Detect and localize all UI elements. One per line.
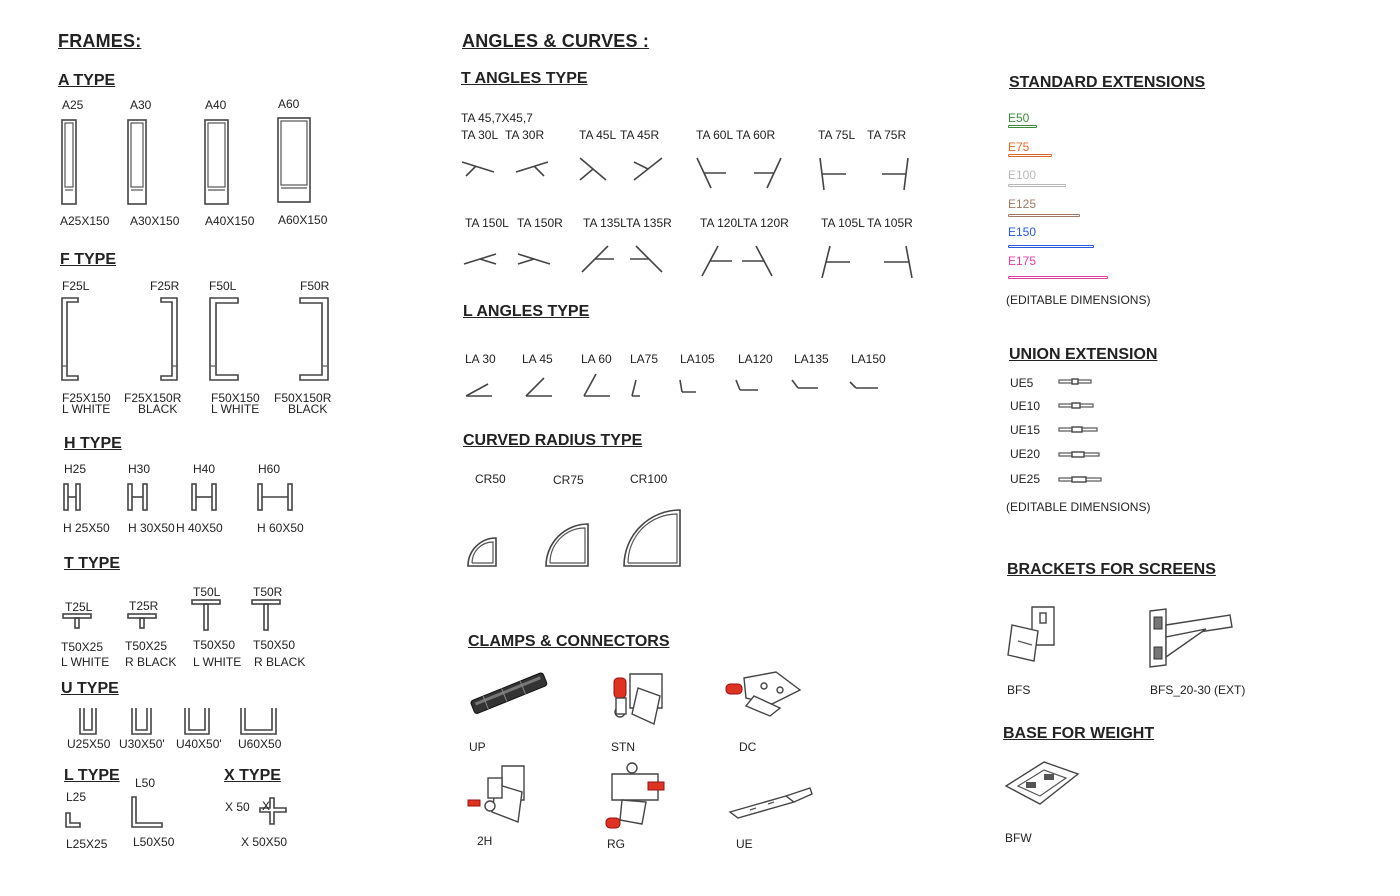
f50l-label: F50L [209,279,237,293]
ta105l-label: TA 105L [821,216,865,230]
a40x150-label: A40X150 [205,214,255,228]
l50x50-label: L50X50 [133,835,175,849]
f25x150-color: L WHITE [62,402,111,416]
union-note: (EDITABLE DIMENSIONS) [1006,500,1151,514]
f25x150r-label: F25X150R [124,391,182,405]
e150-bar [1008,245,1094,248]
e125-bar [1008,214,1080,217]
ta75l-label: TA 75L [818,128,856,142]
h60-label: H60 [258,462,281,476]
f50x150-color: L WHITE [211,402,260,416]
bfs-20-30-label: BFS_20-30 (EXT) [1150,683,1246,697]
bfs-label: BFS [1007,683,1031,697]
e75-bar [1008,154,1052,157]
a60-label: A60 [278,97,300,111]
ta45l-label: TA 45L [579,128,617,142]
dc-label: DC [739,740,757,754]
stn-clamp-image [604,668,674,730]
a-type-title: A TYPE [58,72,116,89]
ta75r-label: TA 75R [867,128,907,142]
e100-label: E100 [1008,168,1037,182]
l50-label: L50 [135,776,156,790]
l25x25-label: L25X25 [66,837,108,851]
f25r-label: F25R [150,279,180,293]
2h-label: 2H [477,834,493,848]
ta60l-label: TA 60L [696,128,734,142]
f-type-frames-drawing [60,296,340,386]
la105-label: LA105 [680,352,715,366]
la45-label: LA 45 [522,352,553,366]
l-type-title: L TYPE [64,767,120,784]
t50x50-r-label: T50X50 [253,638,296,652]
l25-label: L25 [66,790,87,804]
up-label: UP [469,740,486,754]
clamps-title: CLAMPS & CONNECTORS [468,633,670,650]
bfs-bracket-image [1004,605,1064,665]
ta150l-label: TA 150L [465,216,509,230]
angles-title: ANGLES & CURVES : [462,31,650,51]
e50-label: E50 [1008,111,1030,125]
cr100-label: CR100 [630,472,668,486]
ta150r-label: TA 150R [517,216,563,230]
h30x50-label: H 30X50 [128,521,175,535]
e150-label: E150 [1008,225,1037,239]
bfw-base-image [1004,758,1080,808]
f50x150r-label: F50X150R [274,391,332,405]
a-type-frames-drawing [60,118,320,208]
base-title: BASE FOR WEIGHT [1003,725,1155,742]
t50r-label: T50R [253,585,283,599]
ue20-label: UE20 [1010,447,1041,461]
dc-connector-image [724,668,804,720]
t-angles-title: T ANGLES TYPE [461,70,588,87]
a25-label: A25 [62,98,84,112]
h30-label: H30 [128,462,151,476]
la75-label: LA75 [630,352,659,366]
ta30l-label: TA 30L [461,128,499,142]
f25l-label: F25L [62,279,90,293]
l-angles-title: L ANGLES TYPE [463,303,590,320]
t50x25-r-color: R BLACK [125,655,177,669]
t-type-frames-drawing [60,598,300,634]
h25x50-label: H 25X50 [63,521,110,535]
ta120r-label: TA 120R [743,216,789,230]
la135-label: LA135 [794,352,829,366]
la120-label: LA120 [738,352,773,366]
u-type-title: U TYPE [61,680,119,697]
h40-label: H40 [193,462,216,476]
x-type-title: X TYPE [224,767,281,784]
t50x50-l-label: T50X50 [193,638,236,652]
ta30r-label: TA 30R [505,128,545,142]
e75-label: E75 [1008,140,1030,154]
ta45r-label: TA 45R [620,128,660,142]
ta120l-label: TA 120L [700,216,744,230]
f50r-label: F50R [300,279,330,293]
ue5-label: UE5 [1010,376,1034,390]
ue15-label: UE15 [1010,423,1041,437]
t-angles-row2-drawing [456,240,926,284]
rg-label: RG [607,837,625,851]
e125-label: E125 [1008,197,1037,211]
stn-label: STN [611,740,635,754]
e50-bar [1008,125,1037,128]
a60x150-label: A60X150 [278,213,328,227]
curved-drawing [464,506,684,570]
t50x25-l-color: L WHITE [61,655,110,669]
x50x50-label: X 50X50 [241,835,288,849]
extensions-title: STANDARD EXTENSIONS [1009,74,1206,91]
h-type-frames-drawing [62,482,302,514]
ta-45-7-label: TA 45,7X45,7 [461,111,533,125]
a30x150-label: A30X150 [130,214,180,228]
ue10-label: UE10 [1010,399,1041,413]
u25x50-label: U25X50 [67,737,111,751]
curved-title: CURVED RADIUS TYPE [463,432,643,449]
h25-label: H25 [64,462,87,476]
la30-label: LA 30 [465,352,496,366]
e175-bar [1008,276,1108,279]
bfw-label: BFW [1005,831,1032,845]
t-type-title: T TYPE [64,555,121,572]
rg-clamp-image [602,760,672,832]
t50x25-l-label: T50X25 [61,640,104,654]
extensions-note: (EDITABLE DIMENSIONS) [1006,293,1151,307]
t50x25-r-label: T50X25 [125,639,168,653]
l-angles-drawing [462,372,882,402]
a30-label: A30 [130,98,152,112]
f-type-title: F TYPE [60,251,117,268]
ue-label: UE [736,837,753,851]
ta135r-label: TA 135R [626,216,672,230]
e175-label: E175 [1008,254,1037,268]
f25x150r-color: BLACK [138,402,178,416]
union-extensions-drawing [1056,376,1106,486]
h60x50-label: H 60X50 [257,521,304,535]
union-title: UNION EXTENSION [1009,346,1158,363]
t-angles-row1-drawing [456,152,926,192]
t50l-label: T50L [193,585,221,599]
l-type-frames-drawing [64,795,174,831]
ta105r-label: TA 105R [867,216,913,230]
t50x50-l-color: L WHITE [193,655,242,669]
t25r-label: T25R [129,599,159,613]
ta135l-label: TA 135L [583,216,627,230]
a25x150-label: A25X150 [60,214,110,228]
f50x150-label: F50X150 [211,391,260,405]
u40x50-label: U40X50' [176,737,222,751]
up-clamp-image [465,668,555,724]
ta60r-label: TA 60R [736,128,776,142]
u60x50-label: U60X50 [238,737,282,751]
bfs-20-30-bracket-image [1146,605,1236,669]
la150-label: LA150 [851,352,886,366]
frames-title: FRAMES: [58,31,142,51]
h-type-title: H TYPE [64,435,122,452]
t50x50-r-color: R BLACK [254,655,306,669]
f50x150r-color: BLACK [288,402,328,416]
x50-label: X 50 [225,800,250,814]
2h-clamp-image [466,764,536,826]
a40-label: A40 [205,98,227,112]
e100-bar [1008,184,1066,187]
x-center-label: X [262,799,271,813]
ue25-label: UE25 [1010,472,1041,486]
cr75-label: CR75 [553,473,584,487]
h40x50-label: H 40X50 [176,521,223,535]
brackets-title: BRACKETS FOR SCREENS [1007,561,1216,578]
la60-label: LA 60 [581,352,612,366]
ue-connector-image [728,782,814,822]
u30x50-label: U30X50' [119,737,165,751]
u-type-frames-drawing [78,706,283,736]
cr50-label: CR50 [475,472,506,486]
t25l-label: T25L [65,600,93,614]
f25x150-label: F25X150 [62,391,111,405]
